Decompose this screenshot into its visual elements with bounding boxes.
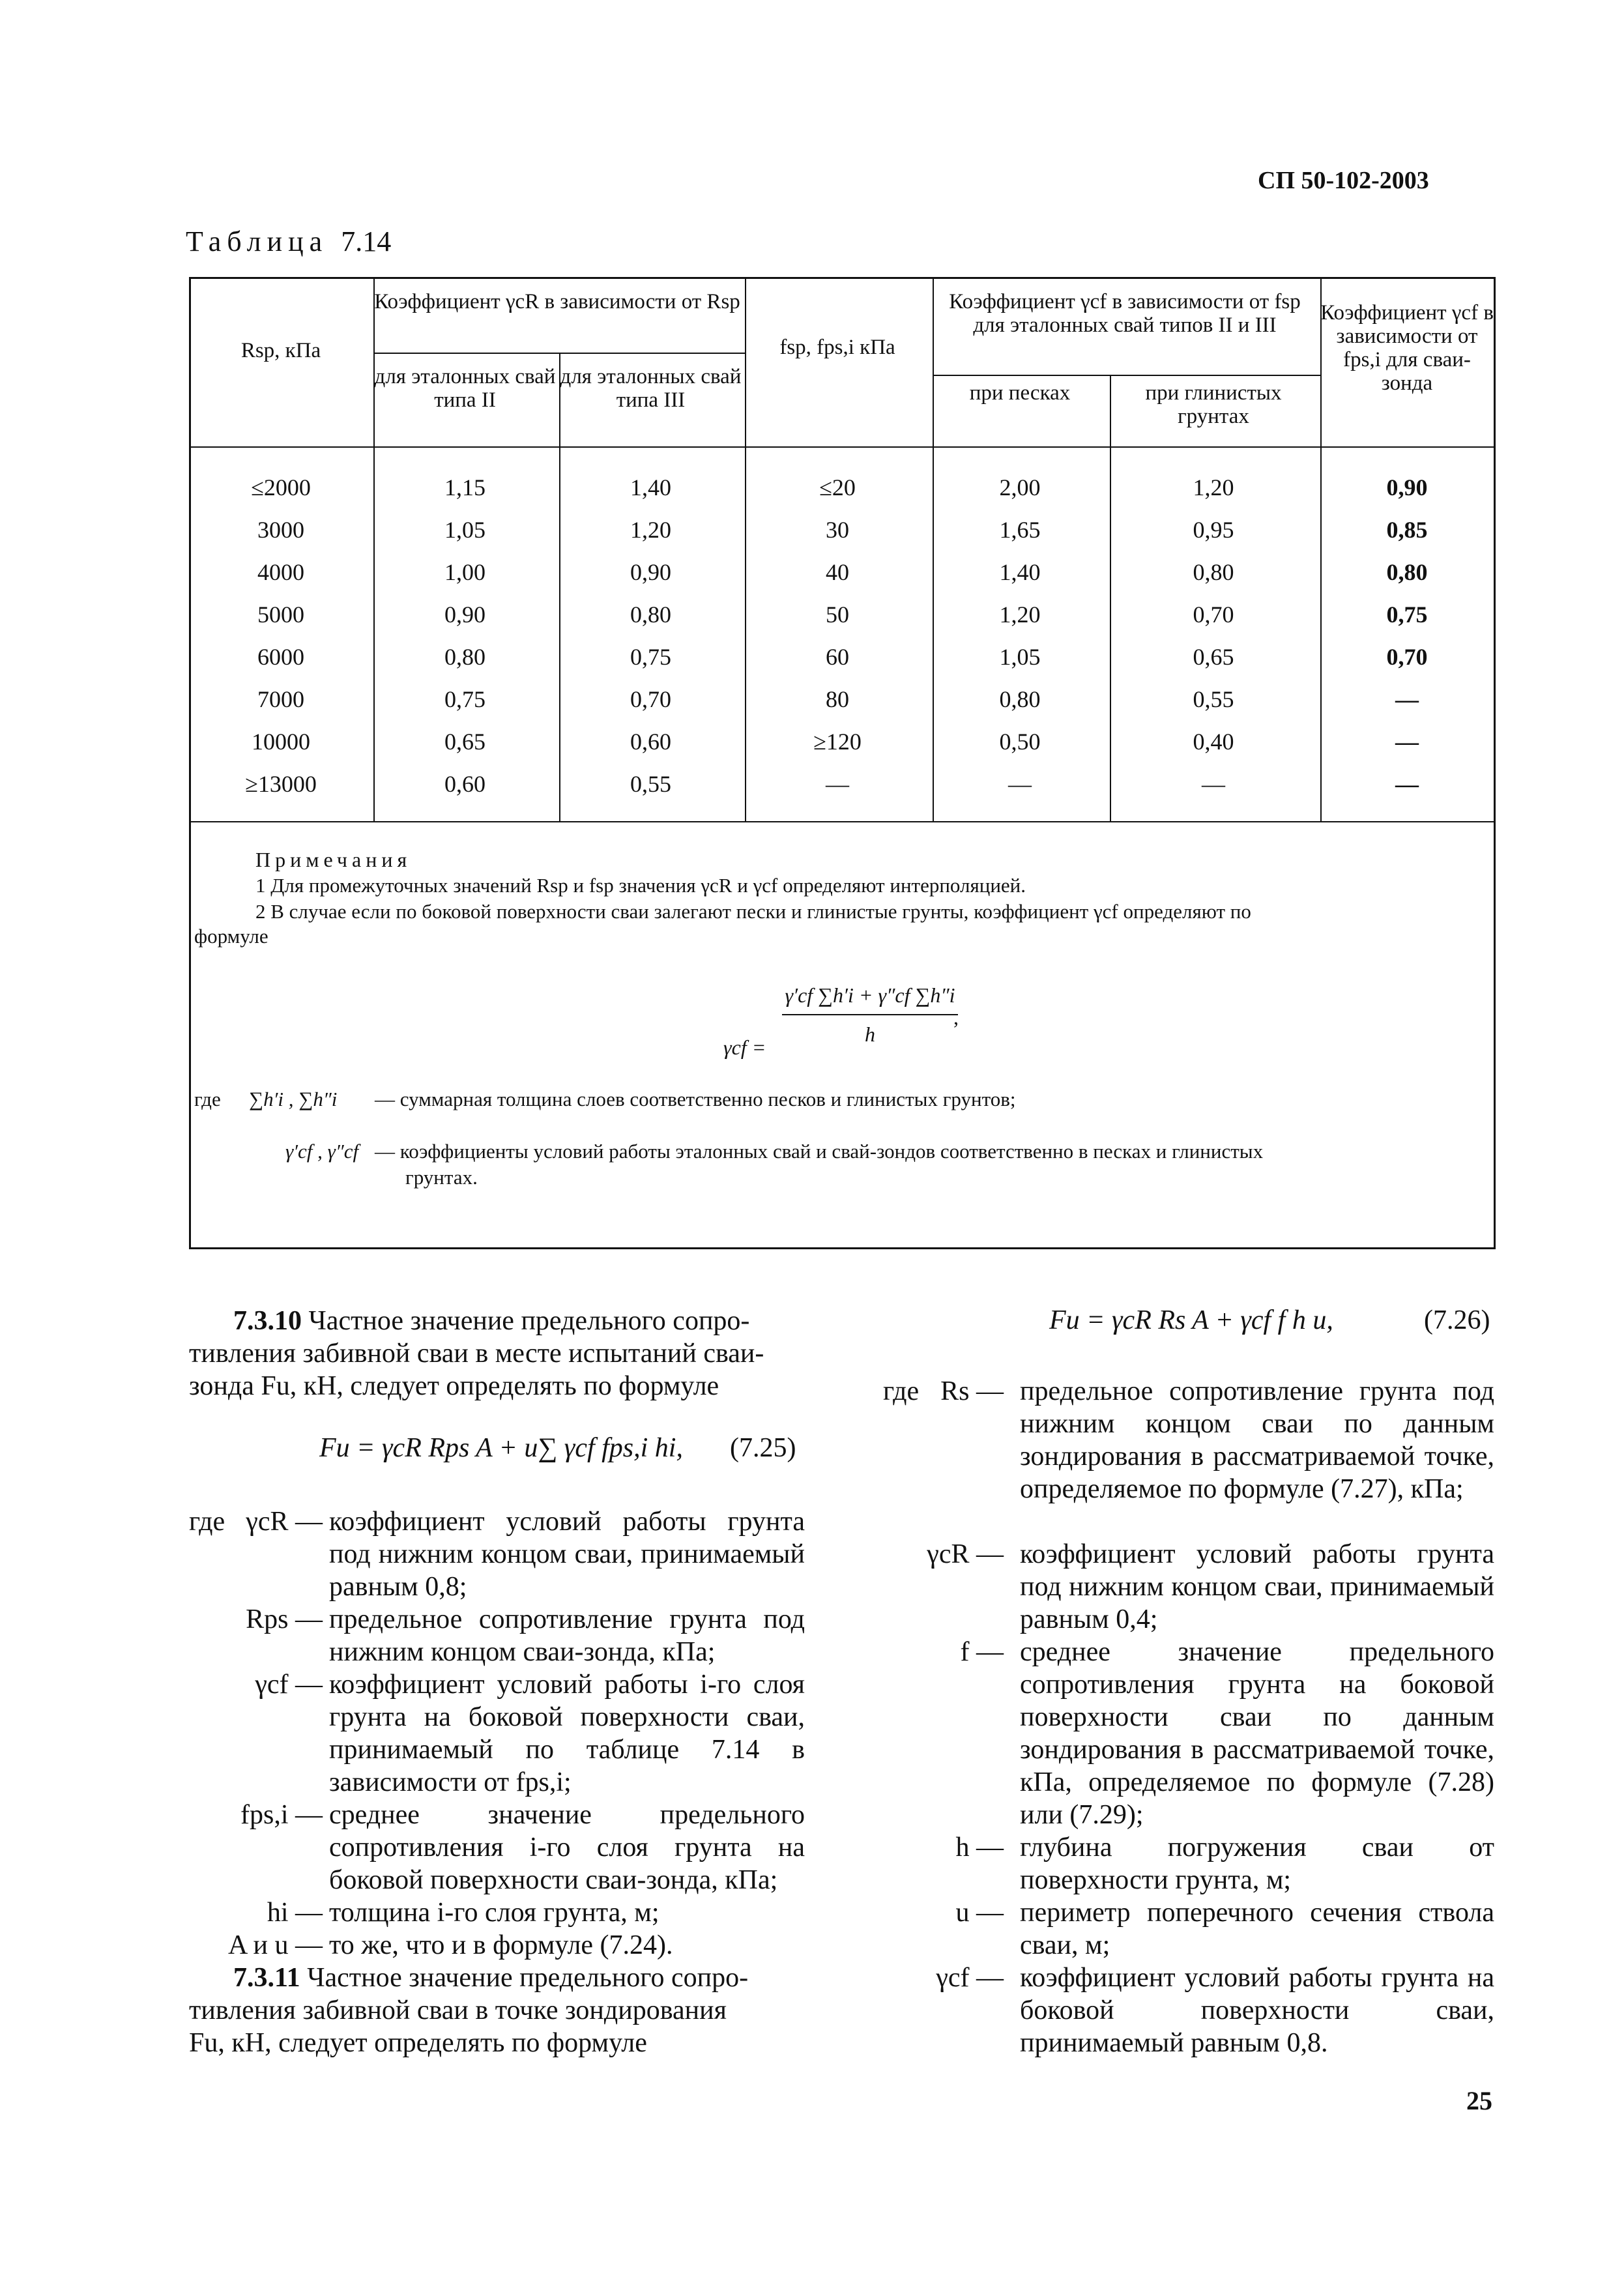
- table-cell: 1,05: [444, 517, 486, 543]
- paragraph-7-3-10-line-3: зонда Fu, кН, следует определять по формуле: [189, 1371, 719, 1401]
- table-cell: 0,50: [999, 729, 1041, 755]
- paragraph-text: Частное значение предельного сопро-: [300, 1963, 749, 1993]
- table-cell: 0,90: [1386, 474, 1428, 500]
- note-where: где: [194, 1088, 221, 1110]
- left-def-symbol: fps,i —: [240, 1800, 323, 1830]
- grid-line: [191, 821, 1494, 822]
- table-cell: ≥13000: [245, 771, 317, 797]
- formula-denominator: h: [865, 1022, 875, 1046]
- right-def-symbol: h —: [955, 1833, 1004, 1862]
- paragraph-7-3-10-line-2: тивления забивной сваи в месте испытаний сваи-: [189, 1339, 764, 1369]
- table-cell: 7000: [257, 686, 304, 712]
- table-cell: —: [1395, 771, 1419, 797]
- table-title-number: 7.14: [341, 225, 392, 257]
- header-gcr-type2: для эталонных свай типа II: [374, 365, 556, 412]
- right-def-symbol: γcf —: [936, 1963, 1004, 1993]
- left-def-symbol: Rps —: [246, 1604, 323, 1634]
- equation-7-26-number: (7.26): [1424, 1305, 1490, 1335]
- page-number: 25: [1466, 2086, 1492, 2115]
- grid-line: [191, 446, 1494, 448]
- table-title: [186, 225, 391, 258]
- formula-numerator: γ′cf ∑h′i + γ″cf ∑h″i: [785, 983, 955, 1007]
- table-cell: 1,00: [444, 559, 486, 585]
- formula-end: ,: [953, 1006, 959, 1029]
- table-cell: 0,55: [630, 771, 671, 797]
- table-cell: 0,80: [444, 644, 486, 670]
- table-cell: 0,70: [1193, 601, 1234, 628]
- table-cell: 0,70: [1386, 644, 1428, 670]
- table-cell: —: [826, 771, 849, 797]
- header-gcf-clay: при глинистых грунтах: [1145, 381, 1282, 428]
- table-cell: 0,75: [444, 686, 486, 712]
- table-cell: 80: [826, 686, 849, 712]
- table-cell: 1,05: [999, 644, 1041, 670]
- right-def-text: коэффициент условий работы грунта на боковой поверхности сваи, принимаемый равным 0,8.: [1020, 1963, 1494, 2058]
- section-number: 7.3.10: [233, 1306, 302, 1336]
- table-cell: 50: [826, 601, 849, 628]
- table-cell: 2,00: [999, 474, 1041, 500]
- table-cell: 0,90: [444, 601, 486, 628]
- table-cell: —: [1008, 771, 1032, 797]
- right-def-text: глубина погружения сваи от поверхности грунта, м;: [1020, 1833, 1494, 1895]
- left-def-symbol: hi —: [267, 1898, 323, 1928]
- table-title-word: Таблица: [186, 225, 328, 257]
- note-where-text-2-cont: грунтах.: [405, 1166, 478, 1189]
- table-cell: ≥120: [813, 729, 862, 755]
- right-def-symbol: f —: [960, 1637, 1004, 1667]
- equation-7-25: Fu = γcR Rps A + u∑ γcf fps,i hi,: [319, 1433, 683, 1463]
- note-where-text-2: — коэффициенты условий работы эталонных свай и свай-зондов соответственно в песках и глинистых: [375, 1140, 1264, 1163]
- table-cell: 1,20: [1193, 474, 1234, 500]
- left-def-text: то же, что и в формуле (7.24).: [329, 1930, 673, 1960]
- right-def-text: предельное сопротивление грунта под нижним концом сваи по данным зондирования в рассматриваемой точке, определяемое по формуле (7.27), кПа;: [1020, 1376, 1494, 1504]
- table-cell: 3000: [257, 517, 304, 543]
- note-where-symbol-1: ∑h′i , ∑h″i: [249, 1088, 338, 1110]
- table-cell: 0,55: [1193, 686, 1234, 712]
- grid-line: [933, 375, 1320, 376]
- table-cell: 0,40: [1193, 729, 1234, 755]
- right-def-text: среднее значение предельного сопротивления грунта на боковой поверхности сваи по данным зондирования в рассматриваемой точке, кПа, определяемое по формуле (7.28) или (7.29);: [1020, 1637, 1494, 1830]
- left-def-symbol: γcf —: [255, 1670, 323, 1700]
- left-def-text: толщина i-го слоя грунта, м;: [329, 1898, 660, 1928]
- right-def-text: коэффициент условий работы грунта под нижним концом сваи, принимаемый равным 0,4;: [1020, 1539, 1494, 1634]
- table-cell: —: [1395, 729, 1419, 755]
- table-cell: 0,90: [630, 559, 671, 585]
- header-gcr-group: Коэффициент γcR в зависимости от Rsp: [374, 290, 740, 313]
- notes-heading: Примечания: [255, 848, 412, 871]
- table-cell: 4000: [257, 559, 304, 585]
- table-cell: 5000: [257, 601, 304, 628]
- equation-7-26: Fu = γcR Rs A + γcf f h u,: [1049, 1305, 1333, 1335]
- right-def-symbol: γcR —: [927, 1539, 1004, 1569]
- equation-7-25-number: (7.25): [730, 1433, 796, 1463]
- table-cell: —: [1202, 771, 1225, 797]
- table-cell: 0,60: [444, 771, 486, 797]
- table-cell: 0,70: [630, 686, 671, 712]
- table-cell: 1,15: [444, 474, 486, 500]
- table-cell: 1,40: [630, 474, 671, 500]
- table-cell: 1,20: [630, 517, 671, 543]
- note-where-text-1: — суммарная толщина слоев соответственно песков и глинистых грунтов;: [375, 1088, 1016, 1110]
- right-def-text: периметр поперечного сечения ствола сваи, м;: [1020, 1898, 1494, 1960]
- table-cell: 10000: [252, 729, 310, 755]
- table-cell: 0,65: [1193, 644, 1234, 670]
- table-cell: 0,60: [630, 729, 671, 755]
- right-def-symbol: u —: [955, 1898, 1004, 1928]
- header-fsp: fsp, fps,i кПа: [779, 336, 895, 359]
- table-cell: 0,75: [1386, 601, 1428, 628]
- header-gcf-sand: при песках: [969, 381, 1071, 405]
- header-gcf-group: Коэффициент γcf в зависимости от fsp для эталонных свай типов II и III: [949, 290, 1301, 337]
- table-cell: 6000: [257, 644, 304, 670]
- left-def-symbol: A и u —: [228, 1930, 323, 1960]
- note-2-cont: формуле: [194, 925, 268, 948]
- table-cell: 0,75: [630, 644, 671, 670]
- table-cell: 60: [826, 644, 849, 670]
- table-cell: 0,95: [1193, 517, 1234, 543]
- table-cell: 40: [826, 559, 849, 585]
- left-def-text: среднее значение предельного сопротивления i-го слоя грунта на боковой поверхности сваи-зонда, кПа;: [329, 1800, 805, 1895]
- table-cell: 0,80: [1193, 559, 1234, 585]
- table-cell: 0,85: [1386, 517, 1428, 543]
- paragraph-7-3-11-line-2: тивления забивной сваи в точке зондирования: [189, 1995, 727, 2025]
- table-cell: ≤20: [819, 474, 856, 500]
- header-gcr-type3: для эталонных свай типа III: [560, 365, 742, 412]
- left-def-text: коэффициент условий работы грунта под нижним концом сваи, принимаемый равным 0,8;: [329, 1507, 805, 1602]
- note-where-symbol-2: γ′cf , γ″cf: [285, 1140, 359, 1163]
- paragraph-7-3-10-line-1: [233, 1305, 749, 1337]
- paragraph-7-3-11-line-3: Fu, кН, следует определять по формуле: [189, 2028, 647, 2058]
- table-cell: 30: [826, 517, 849, 543]
- note-2: 2 В случае если по боковой поверхности сваи залегают пески и глинистые грунты, коэффициент γcf определяют по: [255, 900, 1251, 923]
- right-def-symbol: Rs —: [940, 1376, 1004, 1406]
- section-number: 7.3.11: [233, 1963, 300, 1993]
- formula-lhs: γcf =: [723, 1036, 766, 1059]
- table-cell: 1,40: [999, 559, 1041, 585]
- header-rsp: Rsp, кПа: [240, 339, 321, 362]
- table-cell: 0,80: [1386, 559, 1428, 585]
- left-where: где: [189, 1507, 225, 1537]
- table-cell: 0,65: [444, 729, 486, 755]
- left-def-text: предельное сопротивление грунта под нижним концом сваи-зонда, кПа;: [329, 1604, 805, 1667]
- note-1: 1 Для промежуточных значений Rsp и fsp значения γcR и γcf определяют интерполяцией.: [255, 874, 1026, 897]
- table-cell: 1,65: [999, 517, 1041, 543]
- header-gcf-probe: Коэффициент γcf в зависимости от fps,i для сваи-зонда: [1320, 301, 1494, 395]
- table-cell: 1,20: [999, 601, 1041, 628]
- table-cell: ≤2000: [251, 474, 311, 500]
- left-def-text: коэффициент условий работы i-го слоя грунта на боковой поверхности сваи, принимаемый по таблице 7.14 в зависимости от fps,i;: [329, 1670, 805, 1797]
- fraction-bar: [782, 1014, 958, 1015]
- table-cell: 0,80: [999, 686, 1041, 712]
- paragraph-text: Частное значение предельного сопро-: [302, 1306, 750, 1336]
- table-cell: —: [1395, 686, 1419, 712]
- paragraph-7-3-11-line-1: [233, 1962, 748, 1994]
- left-def-symbol: γcR —: [246, 1507, 323, 1537]
- right-where: где: [883, 1376, 920, 1406]
- table-cell: 0,80: [630, 601, 671, 628]
- document-code: СП 50-102-2003: [1258, 167, 1429, 194]
